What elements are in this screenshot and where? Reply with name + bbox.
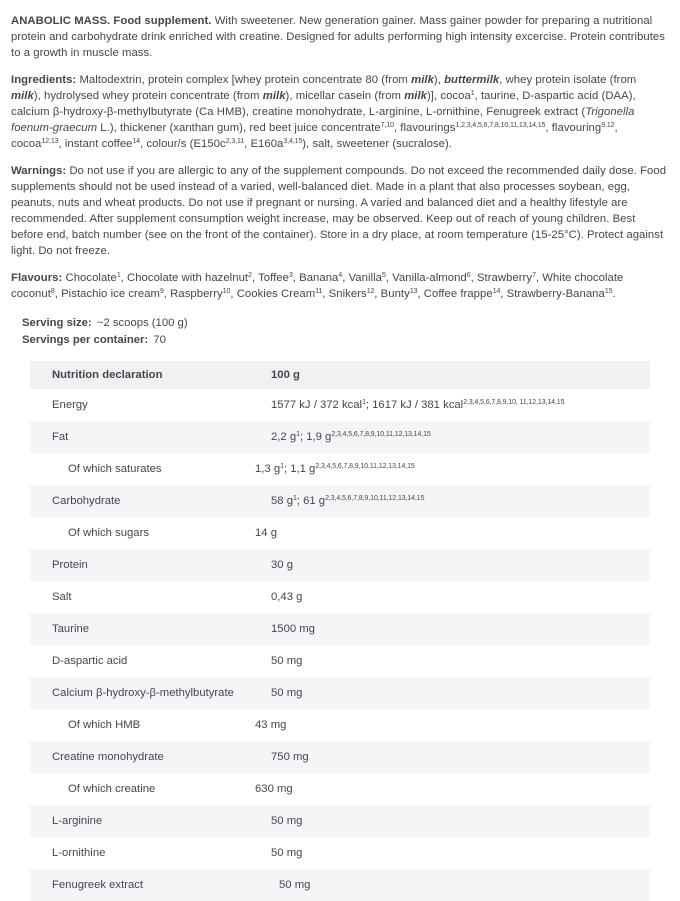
servings-per-container-value: 70: [153, 334, 166, 346]
row-label: Carbohydrate: [52, 495, 121, 507]
row-value: 1,3 $g^1$; 1,1 $g^{2,3,4,5,6,7,8,9,10,11,12,13,14,15}$: [255, 463, 415, 475]
row-value: 630 mg: [255, 783, 293, 795]
table-row: [30, 741, 650, 773]
table-header-value: 100 g: [271, 369, 300, 381]
row-label: Protein: [52, 559, 88, 571]
serving-size-label: Serving size:: [22, 317, 92, 329]
row-label: Calcium β-hydroxy-β-methylbutyrate: [52, 687, 234, 699]
table-row: [30, 869, 650, 901]
table-row: [30, 389, 650, 421]
table-row: [30, 581, 650, 613]
flavours-paragraph: Flavours: Chocolate$^1$, Chocolate with hazelnut$^2$, Toffee$^3$, Banana$^4$, Vanilla$^5$, Vanilla-almond$^6$, Strawberry$^7$, White chocolate coconut$^8$, Pistachio ice cream$^9$, Raspberry$^{10}$, Cookies Cream$^{11}$, Snikers$^{12}$, Bunty$^{13}$, Coffee frappe$^{14}$, Strawberry-Banana$^{15}$.: [11, 272, 624, 300]
row-value: 50 mg: [271, 655, 303, 667]
table-row: [30, 613, 650, 645]
row-value: 0,43 g: [271, 591, 303, 603]
row-label: Taurine: [52, 623, 90, 635]
row-value: 30 g: [271, 559, 293, 571]
row-value: 50 mg: [271, 815, 303, 827]
table-row: [30, 837, 650, 869]
row-value: 750 mg: [271, 751, 309, 763]
serving-size-value: ~2 scoops (100 g): [96, 317, 188, 329]
table-row: [30, 453, 650, 485]
table-header-label: Nutrition declaration: [52, 369, 163, 381]
servings-per-container-line: [22, 332, 669, 349]
table-row: [30, 549, 650, 581]
row-value: 1500 mg: [271, 623, 315, 635]
table-row: [30, 421, 650, 453]
serving-info: [11, 315, 669, 349]
ingredients-paragraph: Ingredients: Maltodextrin, protein complex [whey protein concentrate 80 (from milk), buttermilk, whey protein isolate (from milk), hydrolysed whey protein concentrate (from milk), micellar casein (from milk)], cocoa$^1$, taurine, D-aspartic acid (DAA), calcium β-hydroxy-β-methylbutyrate (Ca HMB), creatine monohydrate, L-arginine, L-ornithine, Fenugreek extract (Trigonella foenum-graecum L.), thickener (xanthan gum), red beet juice concentrate$^{7,10}$, flavourings$^{1,2,3,4,5,6,7,8,10,11,13,14,15}$, flavouring$^{9,12}$, cocoa$^{12,13}$, instant coffee$^{14}$, colour/s ($E150c^{2,3,11}$, $E160a^{3,4,15}$), salt, sweetener (sucralose).: [11, 74, 637, 150]
row-value: 2,2 $g^1$; 1,9 $g^{2,3,4,5,6,7,8,9,10,11,12,13,14,15}$: [271, 431, 431, 443]
row-label: Fat: [52, 431, 69, 443]
nutrition-table: [30, 361, 650, 901]
table-header-row: [30, 361, 650, 389]
table-row: [30, 709, 650, 741]
row-value: 43 mg: [255, 719, 287, 731]
intro-paragraph: ANABOLIC MASS. Food supplement. With sweetener. New generation gainer. Mass gainer powder for preparing a nutritional protein and carbohydrate drink enriched with creatine. Designed for adults performing high intensity excercise. Protein contributes to a growth in muscle mass.: [11, 15, 665, 59]
row-label: Of which HMB: [68, 719, 141, 731]
row-value: 58 $g^1$; 61 $g^{2,3,4,5,6,7,8,9,10,11,12,13,14,15}$: [271, 495, 425, 507]
table-row: [30, 517, 650, 549]
row-value: 50 mg: [271, 687, 303, 699]
table-row: [30, 677, 650, 709]
row-label: Salt: [52, 591, 72, 603]
table-body: [30, 389, 650, 901]
row-value: 50 mg: [271, 847, 303, 859]
row-label: Creatine monohydrate: [52, 751, 164, 763]
serving-size-line: [22, 315, 669, 332]
table-row: [30, 773, 650, 805]
table-row: [30, 805, 650, 837]
row-label: Of which creatine: [68, 783, 156, 795]
row-value: 14 g: [255, 527, 277, 539]
row-label: L-arginine: [52, 815, 103, 827]
row-label: Energy: [52, 399, 88, 411]
row-value: 50 mg: [279, 879, 311, 891]
row-label: D-aspartic acid: [52, 655, 128, 667]
servings-per-container-label: Servings per container:: [22, 334, 149, 346]
row-label: Of which sugars: [68, 527, 149, 539]
row-label: L-ornithine: [52, 847, 106, 859]
row-value: 1577 kJ / 372 kcal$^1$; 1617 kJ / 381 kcal$^{2,3,4,5,6,7,8,9,10, 11,12,13,14,15}$: [271, 399, 565, 411]
row-label: Fenugreek extract: [52, 879, 144, 891]
table-row: [30, 645, 650, 677]
row-label: Of which saturates: [68, 463, 162, 475]
warnings-paragraph: Warnings: Do not use if you are allergic to any of the supplement compounds. Do not exceed the recommended daily dose. Food supplements should not be used instead of a varied, well-balanced diet. Made in a plant that also processes soybean, egg, peanuts, nuts and wheat products. Do not use if pregnant or nursing. A varied and balanced diet and a healthy lifestyle are recommended. After supplement consumption weight increase, may be observed. Keep out of reach of young children. Best before end, batch number (see on the front of the container). Store in a dry place, at room temperature (15-25°C). Protect against light. Do not freeze.: [11, 165, 667, 257]
table-row: [30, 485, 650, 517]
